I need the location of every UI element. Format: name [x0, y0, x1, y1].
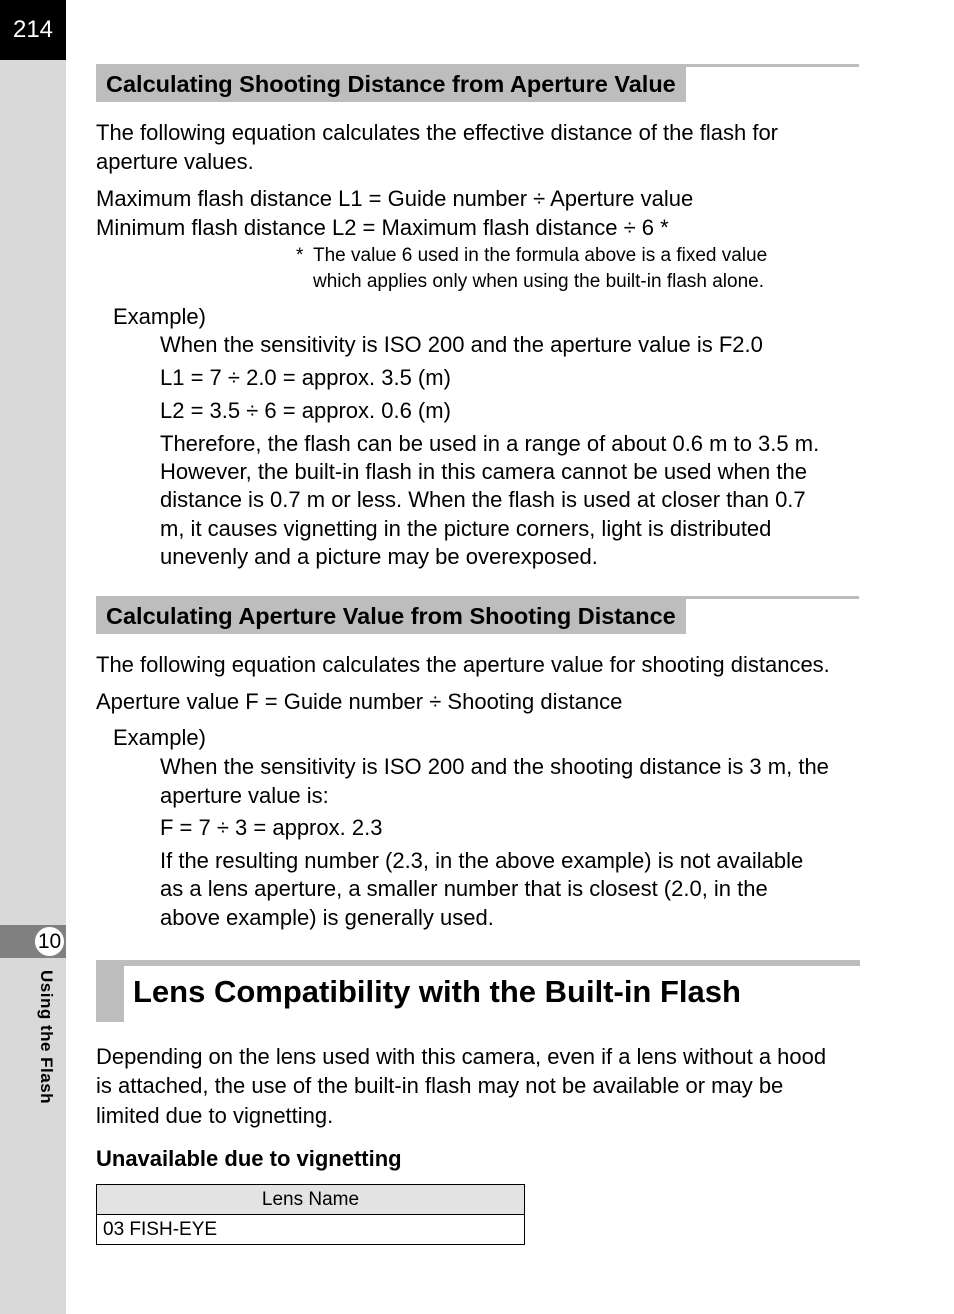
major-heading-text: Lens Compatibility with the Built-in Flash — [133, 974, 741, 1009]
side-strip — [0, 0, 66, 1314]
intro-text: limited due to vignetting. — [96, 1103, 334, 1128]
conclusion-text: m, it causes vignetting in the picture corners, light is distributed — [160, 516, 772, 541]
conclusion-text: as a lens aperture, a smaller number that is closest (2.0, in the — [160, 876, 768, 901]
conclusion-text: distance is 0.7 m or less. When the flash is used at closer than 0.7 — [160, 487, 806, 512]
calc-line: L2 = 3.5 ÷ 6 = approx. 0.6 (m) — [160, 398, 451, 423]
calc-line: F = 7 ÷ 3 = approx. 2.3 — [160, 815, 383, 840]
conclusion-text: unevenly and a picture may be overexposed. — [160, 544, 598, 569]
table-header-row — [97, 1185, 525, 1215]
footnote-text: which applies only when using the built-in flash alone. — [313, 271, 764, 292]
lens-table — [96, 1184, 525, 1245]
conclusion-text: However, the built-in flash in this camera cannot be used when the — [160, 459, 807, 484]
intro-text: The following equation calculates the effective distance of the flash for — [96, 120, 779, 145]
subheading-unavailable: Unavailable due to vignetting — [96, 1146, 402, 1171]
chapter-number: 10 — [34, 926, 65, 957]
section-heading-text: Calculating Shooting Distance from Aperture Value — [96, 67, 686, 102]
intro-text: The following equation calculates the aperture value for shooting distances. — [96, 652, 830, 677]
section-heading-aperture-value — [96, 596, 859, 634]
formula-max-distance: Maximum flash distance L1 = Guide number ÷ Aperture value — [96, 186, 694, 211]
conclusion-text: above example) is generally used. — [160, 905, 494, 930]
formula-aperture: Aperture value F = Guide number ÷ Shooting distance — [96, 689, 623, 714]
intro-text: Depending on the lens used with this camera, even if a lens without a hood — [96, 1044, 827, 1069]
heading-rule — [96, 960, 860, 966]
calc-line: L1 = 7 ÷ 2.0 = approx. 3.5 (m) — [160, 365, 451, 390]
heading-bar — [96, 960, 124, 1022]
intro-text: aperture values. — [96, 149, 254, 174]
footnote-text: The value 6 used in the formula above is a fixed value — [313, 245, 768, 266]
table-cell-lens: 03 FISH-EYE — [97, 1215, 525, 1245]
example-label: Example) — [113, 725, 206, 750]
section-heading-text: Calculating Aperture Value from Shooting Distance — [96, 599, 686, 634]
conclusion-text: If the resulting number (2.3, in the above example) is not available — [160, 848, 804, 873]
note-marker: * — [296, 245, 304, 266]
example-label: Example) — [113, 304, 206, 329]
conclusion-text: Therefore, the flash can be used in a range of about 0.6 m to 3.5 m. — [160, 431, 820, 456]
chapter-title: Using the Flash — [37, 970, 56, 1105]
table-header-lens-name: Lens Name — [97, 1185, 525, 1215]
example-condition: aperture value is: — [160, 783, 329, 808]
page-number: 214 — [0, 0, 66, 60]
intro-text: is attached, the use of the built-in flash may not be available or may be — [96, 1073, 784, 1098]
table-row — [97, 1215, 525, 1245]
example-condition: When the sensitivity is ISO 200 and the aperture value is F2.0 — [160, 332, 763, 357]
formula-min-distance: Minimum flash distance L2 = Maximum flash distance ÷ 6 * — [96, 215, 669, 240]
section-heading-shooting-distance — [96, 64, 859, 102]
example-condition: When the sensitivity is ISO 200 and the shooting distance is 3 m, the — [160, 754, 829, 779]
major-heading-lens-compatibility — [96, 960, 860, 1022]
